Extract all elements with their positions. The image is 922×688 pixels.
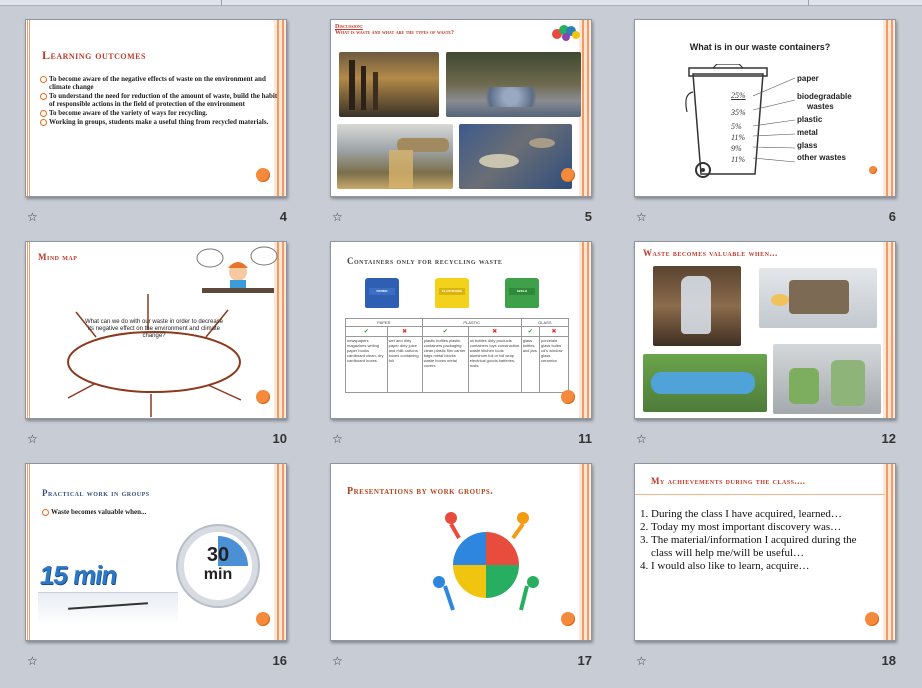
polluted-water-pipe-photo [337,124,453,189]
slide-number: 4 [279,209,287,224]
timer-number: 30 [206,544,230,566]
waste-label: biodegradable [797,92,852,101]
slide-number: 18 [881,653,896,668]
littered-forest-photo [446,52,581,117]
bin-label: PLASTIKOWE [439,288,465,295]
allowed-icon: ✔ [521,327,539,337]
animation-star-icon[interactable]: ☆ [27,654,38,668]
table-cell: porcelain glass bulbs cd's window glass ceramics [540,337,569,393]
orange-dot-icon [256,612,270,626]
animation-star-icon[interactable]: ☆ [636,432,647,446]
table-cell: plastic bottles plastic containers packaging clean plastic film carrier bags metal blocks waste boxes metal covers [422,337,468,393]
percent-value: 11% [731,133,746,142]
slide-number: 16 [272,653,287,668]
orange-dot-icon [865,612,879,626]
bin-label: PAPIER [369,288,395,295]
list-item: 2. Today my most important discovery was… [651,521,875,534]
slide-thumbnail-5[interactable] [330,19,592,197]
slide-thumbnail-11[interactable] [330,241,592,419]
bullet-item: To become aware of the negative effects of waste on the environment and climate change [40,75,280,91]
allowed-icon: ✔ [422,327,468,337]
allowed-icon: ✔ [346,327,388,337]
waste-type-labels [797,74,852,163]
waste-label: plastic [797,115,823,124]
achievements-list [635,508,875,573]
slide-thumbnail-12[interactable] [634,241,896,419]
bullet-item: To become aware of the variety of ways for recycling. [40,109,280,117]
orange-dot-icon [561,168,575,182]
animation-star-icon[interactable]: ☆ [332,210,343,224]
slide-number: 17 [577,653,592,668]
table-header: PAPER [346,319,423,327]
orange-dot-icon [561,612,575,626]
percent-value: 25% [731,91,746,100]
bullet-item: Working in groups, students make a useful thing from recycled materials. [40,118,280,126]
waste-label: paper [797,74,819,83]
slide-title: Waste becomes valuable when... [643,248,778,258]
smoke-stacks-photo [339,52,439,117]
table-header: PLASTIC [422,319,521,327]
mind-map-question: What can we do with our waste in order to decrease its negative effect on the environment and climate change? [84,319,224,339]
table-header: GLASS [521,319,568,327]
percent-value: 11% [731,155,746,164]
forbidden-icon: ✖ [540,327,569,337]
table-cell: glass bottles and jars [521,337,539,393]
animation-star-icon[interactable]: ☆ [636,210,647,224]
slide-number: 12 [881,431,896,446]
slide-thumbnail-6[interactable] [634,19,896,197]
title-underline [635,494,885,495]
orange-dot-icon [256,168,270,182]
percent-value: 35% [731,108,746,117]
timer-unit: min [203,566,233,583]
slide-title: Mind map [38,252,78,262]
puzzle-people-image [431,510,541,620]
clock-face-image [38,592,178,626]
animation-star-icon[interactable]: ☆ [332,654,343,668]
percent-value: 9% [731,144,742,153]
slide-title: Containers only for recycling waste [347,256,503,266]
slide-number: 5 [584,209,592,224]
slide-number: 11 [578,431,592,446]
bullet-list [40,75,280,127]
bullet-list [42,508,242,517]
slide-title: Practical work in groups [42,488,150,498]
colorful-puppets-image [551,22,581,44]
slide-title: Learning outcomes [42,48,146,62]
slide-thumbnail-17[interactable] [330,463,592,641]
mind-map-diagram [56,282,256,419]
connector-lines [753,76,797,166]
bullet-item: Waste becomes valuable when... [42,508,242,516]
table-cell: newspapers magazines writing paper books cardboard clean, dry cardboard boxes [346,337,388,393]
bird-feeder-photo [759,268,877,328]
bottle-containers-photo [773,344,881,414]
slide-number: 6 [888,209,896,224]
slide-thumbnail-10[interactable] [25,241,287,419]
orange-dot-icon [869,166,877,174]
bullet-item: To understand the need for reduction of the amount of waste, build the habit of responsible actions in the field of protection of the environment [40,92,280,108]
animation-star-icon[interactable]: ☆ [636,654,647,668]
table-cell: oil bottles dirty products containers toys construction waste kitchen tools aluminum foil or foil wrap electrical goods batteries, rusts [468,337,521,393]
orange-dot-icon [561,390,575,404]
animation-star-icon[interactable]: ☆ [27,432,38,446]
timer-icon [178,526,258,606]
percent-column [731,90,746,165]
recycling-table [345,318,569,393]
waste-label: wastes [807,102,834,111]
slide-thumbnail-18[interactable] [634,463,896,641]
slide-thumbnail-16[interactable] [25,463,287,641]
animation-star-icon[interactable]: ☆ [332,432,343,446]
bin-label: SZKLO [509,288,535,295]
forbidden-icon: ✖ [468,327,521,337]
paper-bin-image [365,278,399,308]
list-item: 4. I would also like to learn, acquire… [651,560,875,573]
orange-dot-icon [256,390,270,404]
slide-title: Presentations by work groups. [347,486,494,497]
percent-value: 5% [731,122,742,131]
bottle-feeder-photo [653,266,741,346]
slide-title: What is in our waste containers? [689,42,831,52]
slide-number: 10 [272,431,287,446]
slide-title: My achievements during the class.... [651,476,806,486]
slide-thumbnail-4[interactable] [25,19,287,197]
table-cell: wet and dirty paper dirty juice and milk cartons boxes containing foil [387,337,422,393]
window-top-bar [0,0,922,6]
garbage-in-water-photo [459,124,572,189]
toolbar-divider [808,0,809,6]
forbidden-icon: ✖ [387,327,422,337]
title-line: What is waste and what are the types of waste? [335,30,455,36]
glass-bin-image [505,278,539,308]
toolbar-divider [221,0,222,6]
list-item: 3. The material/information I acquired during the class will help me/will be useful… [651,534,875,560]
list-item: 1. During the class I have acquired, learned… [651,508,875,521]
clock-text: 15 min [37,560,119,590]
animation-star-icon[interactable]: ☆ [27,210,38,224]
title-line: Discussion: [335,24,363,30]
slide-title [335,24,454,36]
plastic-bin-image [435,278,469,308]
waste-label: glass [797,141,818,150]
waste-label: metal [797,128,818,137]
blue-bottle-feeder-photo [643,354,767,412]
waste-label: other wastes [797,153,846,162]
